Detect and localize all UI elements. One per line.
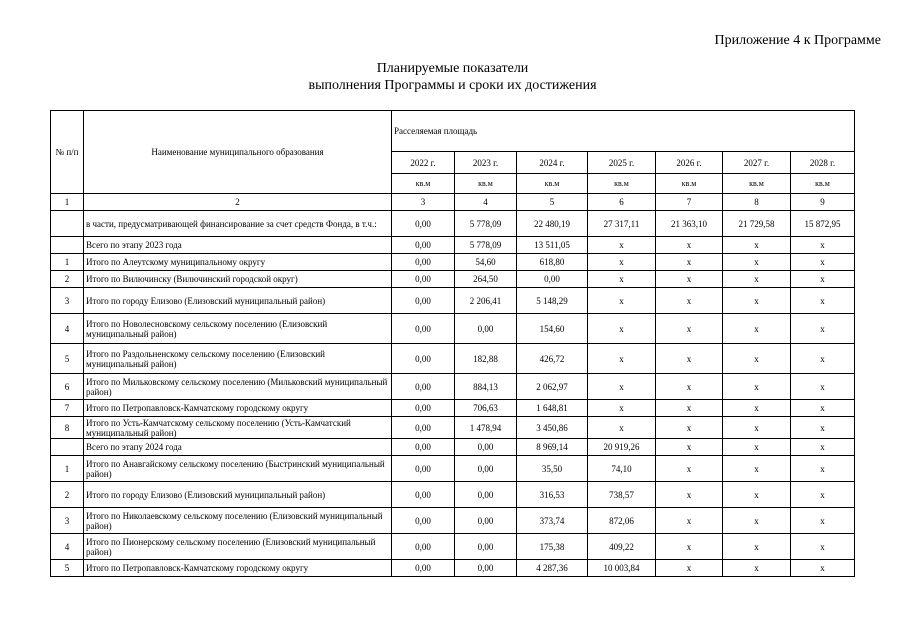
table-row (51, 482, 855, 508)
column-number: 8 (723, 194, 791, 211)
row-number: 1 (51, 254, 84, 271)
row-value: x (588, 374, 656, 400)
appendix-label: Приложение 4 к Программе (714, 33, 881, 48)
header-year: 2022 г. (392, 152, 455, 174)
row-number: 6 (51, 374, 84, 400)
indicators-table (50, 110, 855, 577)
row-value: x (723, 417, 791, 439)
header-unit: кв.м (455, 174, 517, 194)
row-value: x (791, 417, 855, 439)
row-value: x (656, 254, 723, 271)
row-number: 3 (51, 508, 84, 534)
table-row (51, 288, 855, 314)
row-value: x (791, 400, 855, 417)
row-value: x (588, 271, 656, 288)
row-value: x (723, 482, 791, 508)
row-value: x (656, 508, 723, 534)
row-value: 0,00 (392, 237, 455, 254)
row-value: x (656, 314, 723, 344)
row-value: x (723, 254, 791, 271)
header-unit: кв.м (517, 174, 588, 194)
column-numbers-row (51, 194, 855, 211)
row-value: 1 478,94 (455, 417, 517, 439)
table-row (51, 254, 855, 271)
row-value: 0,00 (517, 271, 588, 288)
row-name: Итого по Мильковскому сельскому поселению (Мильковский муниципальный район) (84, 374, 392, 400)
row-value: x (656, 374, 723, 400)
row-value: 0,00 (392, 254, 455, 271)
row-value: 409,22 (588, 534, 656, 560)
column-number: 7 (656, 194, 723, 211)
table-row (51, 374, 855, 400)
row-number: 7 (51, 400, 84, 417)
row-number: 3 (51, 288, 84, 314)
row-value: 35,50 (517, 456, 588, 482)
row-value: 21 363,10 (656, 211, 723, 237)
row-value: 0,00 (392, 344, 455, 374)
header-unit: кв.м (392, 174, 455, 194)
table-row (51, 344, 855, 374)
column-number: 1 (51, 194, 84, 211)
row-name: Итого по Анавгайскому сельскому поселению (Быстринский муниципальный район) (84, 456, 392, 482)
row-value: x (791, 254, 855, 271)
header-year: 2027 г. (723, 152, 791, 174)
row-value: 5 778,09 (455, 211, 517, 237)
row-value: x (791, 482, 855, 508)
header-year: 2024 г. (517, 152, 588, 174)
row-value: x (656, 560, 723, 577)
column-number: 2 (84, 194, 392, 211)
row-value: x (723, 288, 791, 314)
row-name: Всего по этапу 2024 года (84, 439, 392, 456)
table-row (51, 400, 855, 417)
row-value: 0,00 (455, 560, 517, 577)
row-value: 0,00 (455, 314, 517, 344)
row-name: Итого по Пионерскому сельскому поселению (Елизовский муниципальный район) (84, 534, 392, 560)
row-value: x (656, 237, 723, 254)
row-value: x (723, 439, 791, 456)
row-value: 0,00 (392, 400, 455, 417)
row-number: 1 (51, 456, 84, 482)
row-value: 0,00 (455, 456, 517, 482)
row-value: x (723, 560, 791, 577)
row-value: x (723, 508, 791, 534)
row-value: x (723, 534, 791, 560)
row-value: x (656, 417, 723, 439)
column-number: 3 (392, 194, 455, 211)
row-value: 316,53 (517, 482, 588, 508)
row-value: 618,80 (517, 254, 588, 271)
row-value: 20 919,26 (588, 439, 656, 456)
row-number: 2 (51, 482, 84, 508)
row-value: 0,00 (392, 482, 455, 508)
row-value: 0,00 (392, 211, 455, 237)
row-name: Итого по Новолесновскому сельскому поселению (Елизовский муниципальный район) (84, 314, 392, 344)
row-value: x (723, 271, 791, 288)
row-value: 0,00 (455, 534, 517, 560)
row-value: x (588, 314, 656, 344)
table-row (51, 237, 855, 254)
header-num: № п/п (51, 111, 84, 194)
table-row (51, 560, 855, 577)
row-value: x (723, 374, 791, 400)
row-value: x (791, 237, 855, 254)
row-value: x (723, 344, 791, 374)
table-row (51, 456, 855, 482)
row-value: 5 148,29 (517, 288, 588, 314)
row-value: x (791, 534, 855, 560)
header-unit: кв.м (588, 174, 656, 194)
row-value: 74,10 (588, 456, 656, 482)
row-value: 884,13 (455, 374, 517, 400)
row-value: 0,00 (392, 271, 455, 288)
row-number (51, 211, 84, 237)
row-value: x (791, 560, 855, 577)
row-number: 4 (51, 534, 84, 560)
row-value: x (588, 344, 656, 374)
header-unit: кв.м (723, 174, 791, 194)
row-name: Итого по городу Елизово (Елизовский муниципальный район) (84, 288, 392, 314)
column-number: 9 (791, 194, 855, 211)
header-year: 2026 г. (656, 152, 723, 174)
row-name: Итого по городу Елизово (Елизовский муниципальный район) (84, 482, 392, 508)
row-value: x (791, 439, 855, 456)
row-value: x (723, 237, 791, 254)
row-value: 54,60 (455, 254, 517, 271)
row-value: 175,38 (517, 534, 588, 560)
row-value: 182,88 (455, 344, 517, 374)
row-value: x (656, 271, 723, 288)
row-name: Итого по Алеутскому муниципальному округу (84, 254, 392, 271)
row-value: 13 511,05 (517, 237, 588, 254)
row-value: 373,74 (517, 508, 588, 534)
row-value: 22 480,19 (517, 211, 588, 237)
row-value: x (791, 508, 855, 534)
row-number (51, 439, 84, 456)
header-area: Расселяемая площадь (392, 111, 855, 152)
column-number: 4 (455, 194, 517, 211)
table-row (51, 508, 855, 534)
row-value: 0,00 (392, 456, 455, 482)
row-value: 5 778,09 (455, 237, 517, 254)
row-value: 0,00 (392, 439, 455, 456)
row-value: 27 317,11 (588, 211, 656, 237)
row-value: 2 206,41 (455, 288, 517, 314)
row-value: 426,72 (517, 344, 588, 374)
row-value: x (791, 456, 855, 482)
row-name: Всего по этапу 2023 года (84, 237, 392, 254)
row-number: 5 (51, 344, 84, 374)
row-value: x (588, 254, 656, 271)
header-name: Наименование муниципального образования (84, 111, 392, 194)
row-name: в части, предусматривающей финансирование за счет средств Фонда, в т.ч.: (84, 211, 392, 237)
row-value: x (588, 417, 656, 439)
row-value: 21 729,58 (723, 211, 791, 237)
table-row (51, 417, 855, 439)
header-year: 2023 г. (455, 152, 517, 174)
row-name: Итого по Николаевскому сельскому поселению (Елизовский муниципальный район) (84, 508, 392, 534)
row-value: x (656, 482, 723, 508)
row-name: Итого по Усть-Камчатскому сельскому поселению (Усть-Камчатский муниципальный район) (84, 417, 392, 439)
row-value: 15 872,95 (791, 211, 855, 237)
row-number: 5 (51, 560, 84, 577)
row-name: Итого по Петропавловск-Камчатскому городскому округу (84, 400, 392, 417)
row-value: 0,00 (392, 508, 455, 534)
row-value: 4 287,36 (517, 560, 588, 577)
row-value: 0,00 (392, 560, 455, 577)
row-value: x (588, 237, 656, 254)
row-value: 1 648,81 (517, 400, 588, 417)
row-value: 0,00 (392, 417, 455, 439)
row-value: 3 450,86 (517, 417, 588, 439)
row-value: 0,00 (392, 374, 455, 400)
row-value: 0,00 (392, 534, 455, 560)
row-value: 872,06 (588, 508, 656, 534)
row-name: Итого по Вилючинску (Вилючинский городской округ) (84, 271, 392, 288)
row-value: 0,00 (455, 482, 517, 508)
table-row (51, 439, 855, 456)
row-value: 0,00 (455, 508, 517, 534)
row-value: 0,00 (392, 288, 455, 314)
row-value: x (791, 288, 855, 314)
row-value: 0,00 (455, 439, 517, 456)
row-value: x (723, 314, 791, 344)
title-line-1: Планируемые показатели (376, 61, 529, 76)
row-value: x (791, 344, 855, 374)
row-number: 4 (51, 314, 84, 344)
row-number: 8 (51, 417, 84, 439)
row-value: x (588, 400, 656, 417)
table-body (51, 111, 855, 577)
row-name: Итого по Раздольненскому сельскому поселению (Елизовский муниципальный район) (84, 344, 392, 374)
row-number (51, 237, 84, 254)
row-value: 2 062,97 (517, 374, 588, 400)
row-value: x (791, 374, 855, 400)
row-value: 154,60 (517, 314, 588, 344)
row-value: 706,63 (455, 400, 517, 417)
document-title (0, 60, 905, 94)
row-number: 2 (51, 271, 84, 288)
row-value: x (656, 344, 723, 374)
column-number: 6 (588, 194, 656, 211)
header-row-top (51, 111, 855, 152)
header-unit: кв.м (656, 174, 723, 194)
row-value: x (656, 439, 723, 456)
row-value: x (791, 314, 855, 344)
row-value: x (656, 400, 723, 417)
header-unit: кв.м (791, 174, 855, 194)
header-year: 2028 г. (791, 152, 855, 174)
table-row (51, 314, 855, 344)
row-value: x (656, 456, 723, 482)
header-year: 2025 г. (588, 152, 656, 174)
row-value: 264,50 (455, 271, 517, 288)
row-value: 10 003,84 (588, 560, 656, 577)
table-row (51, 211, 855, 237)
row-value: x (723, 400, 791, 417)
row-value: x (723, 456, 791, 482)
row-value: 0,00 (392, 314, 455, 344)
table-row (51, 534, 855, 560)
row-name: Итого по Петропавловск-Камчатскому городскому округу (84, 560, 392, 577)
column-number: 5 (517, 194, 588, 211)
row-value: x (588, 288, 656, 314)
row-value: x (656, 288, 723, 314)
row-value: 738,57 (588, 482, 656, 508)
row-value: 8 969,14 (517, 439, 588, 456)
title-line-2: выполнения Программы и сроки их достижения (308, 78, 597, 93)
row-value: x (656, 534, 723, 560)
row-value: x (791, 271, 855, 288)
table-row (51, 271, 855, 288)
